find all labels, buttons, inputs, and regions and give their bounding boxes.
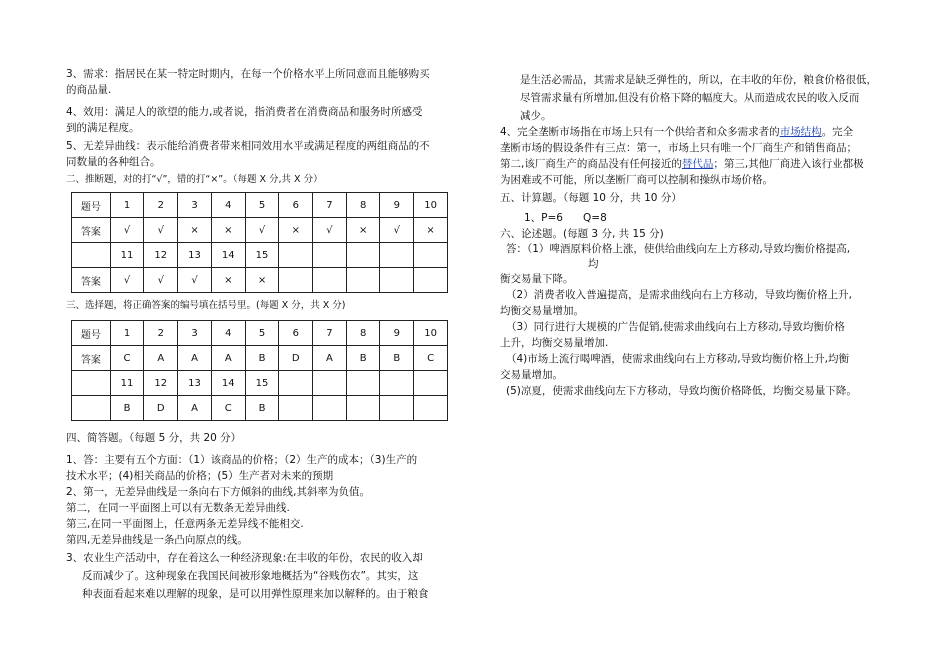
short-answer-4-text: 第二,该厂商生产的商品没有任何接近的 [500, 158, 682, 170]
table-cell: × [245, 268, 279, 293]
calc-answer: 1、P=6 Q=8 [524, 212, 607, 224]
short-answer-2-line-3: 第三,在同一平面图上，任意两条无差异线不能相交. [66, 518, 304, 530]
table-cell: B [380, 346, 414, 371]
table-cell [279, 268, 313, 293]
essay-answer-line-4: （2）消费者收入普遍提高，是需求曲线向右上方移动，导致均衡价格上升, [506, 289, 853, 301]
table-cell: × [211, 268, 245, 293]
table-cell: A [144, 346, 178, 371]
table-cell [72, 371, 111, 396]
table-cell: 11 [110, 371, 144, 396]
table-cell [313, 268, 347, 293]
table-cell [313, 243, 347, 268]
table-cell: A [178, 346, 212, 371]
short-answer-3-line-1: 3、农业生产活动中，存在着这么一种经济现象:在丰收的年份，农民的收入却 [66, 552, 423, 564]
essay-answer-line-5: 均衡交易量增加。 [500, 305, 584, 317]
table-cell [414, 371, 448, 396]
table-cell [279, 371, 313, 396]
table-cell: D [144, 396, 178, 421]
short-answer-4-line-1 [500, 124, 853, 140]
short-answer-4-text: 4、完全垄断市场指在市场上只有一个供给者和众多需求者的 [500, 126, 780, 138]
table-cell: A [211, 346, 245, 371]
short-answer-3-line-3: 种表面看起来难以理解的现象，是可以用弹性原理来加以解释的。由于粮食 [82, 588, 429, 600]
essay-answer-line-8: （4)市场上流行喝啤酒，使需求曲线向右上方移动,导致均衡价格上升,均衡 [506, 353, 849, 365]
calc-section-heading: 五、计算题。（每题 10 分，共 10 分） [500, 192, 682, 204]
essay-answer-line-1: 答：（1）啤酒原料价格上涨，使供给曲线向左上方移动,导致均衡价格提高, [506, 243, 851, 255]
table-cell: √ [144, 268, 178, 293]
table-cell: 8 [346, 193, 380, 218]
table-cell [313, 371, 347, 396]
table-row [72, 321, 448, 346]
short-answer-3-cont-line-2: 尽管需求量有所增加,但没有价格下降的幅度大。从而造成农民的收入反而 [520, 92, 860, 104]
table-cell: B [110, 396, 144, 421]
short-answer-1-line-1: 1、答：主要有五个方面：（1）该商品的价格；（2）生产的成本；（3)生产的 [66, 454, 418, 466]
short-answer-2-line-4: 第四,无差异曲线是一条凸向原点的线。 [66, 534, 248, 546]
essay-answer-line-3: 衡交易量下降。 [500, 273, 574, 285]
table-cell: 12 [144, 371, 178, 396]
table-cell: 1 [110, 193, 144, 218]
short-answer-1-line-2: 技术水平；(4)相关商品的价格；(5）生产者对未来的预期 [66, 470, 334, 482]
table-cell: 11 [110, 243, 144, 268]
table-cell: × [279, 218, 313, 243]
short-answer-4-line-4: 为困难或不可能，所以垄断厂商可以控制和操纵市场价格。 [500, 174, 773, 186]
table-cell: 10 [414, 321, 448, 346]
table-cell [72, 243, 111, 268]
short-answer-4-line-2: 垄断市场的假设条件有三点：第一，市场上只有唯一个厂商生产和销售商品； [500, 142, 857, 154]
table-row [72, 346, 448, 371]
essay-answer-line-9: 交易量增加。 [500, 369, 563, 381]
essay-answer-line-6: （3）同行进行大规模的广告促销,使需求曲线向右上方移动,导致均衡价格 [506, 321, 845, 333]
table-cell: √ [110, 268, 144, 293]
table-cell: × [346, 218, 380, 243]
table-cell [380, 396, 414, 421]
table-cell: × [414, 218, 448, 243]
table-cell: √ [313, 218, 347, 243]
table-cell: B [245, 396, 279, 421]
table-cell: 4 [211, 193, 245, 218]
substitute-goods-link[interactable]: 替代品 [681, 158, 714, 170]
table-cell [414, 243, 448, 268]
table-row [72, 371, 448, 396]
table-cell: 答案 [72, 268, 111, 293]
table-cell: 13 [178, 243, 212, 268]
table-cell [380, 243, 414, 268]
judge-answer-table [71, 192, 448, 293]
short-answer-3-cont-line-3: 减少。 [520, 110, 552, 122]
table-cell: √ [144, 218, 178, 243]
table-cell: 7 [313, 321, 347, 346]
table-cell: 8 [346, 321, 380, 346]
table-cell: A [178, 396, 212, 421]
table-cell: 答案 [72, 346, 111, 371]
essay-section-heading: 六、论述题。(每题 3 分, 共 15 分) [500, 228, 664, 240]
table-row [72, 243, 448, 268]
short-answer-2-line-2: 第二，在同一平面图上可以有无数条无差异曲线. [66, 502, 290, 514]
table-cell: 题号 [72, 321, 111, 346]
table-cell: × [211, 218, 245, 243]
table-cell: B [245, 346, 279, 371]
table-cell: 4 [211, 321, 245, 346]
table-cell [414, 396, 448, 421]
table-cell [313, 396, 347, 421]
short-answer-3-line-2: 反而减少了。这种现象在我国民间被形象地概括为“谷贱伤农”。其实，这 [82, 570, 419, 582]
essay-answer-line-2: 均 [588, 258, 599, 270]
utility-definition-line-1: 4、效用：满足人的欲望的能力,或者说，指消费者在消费商品和服务时所感受 [66, 106, 423, 118]
table-cell: 1 [110, 321, 144, 346]
table-cell: B [346, 346, 380, 371]
table-cell: 9 [380, 321, 414, 346]
table-row [72, 396, 448, 421]
table-cell: 15 [245, 371, 279, 396]
demand-definition-line-1: 3、需求：指居民在某一特定时期内，在每一个价格水平上所同意而且能够购买 [66, 68, 430, 80]
utility-definition-line-2: 到的满足程度。 [66, 122, 140, 134]
table-cell: 题号 [72, 193, 111, 218]
table-cell [72, 396, 111, 421]
indifference-definition-line-2: 同数量的各种组合。 [66, 156, 161, 168]
judge-section-heading: 二、推断题，对的打“√”，错的打“×”。（每题 X 分,共 X 分） [66, 174, 323, 185]
table-cell: √ [245, 218, 279, 243]
table-row [72, 218, 448, 243]
market-structure-link[interactable]: 市场结构 [779, 126, 822, 138]
table-row [72, 268, 448, 293]
essay-answer-line-7: 上升，均衡交易量增加. [500, 337, 609, 349]
table-cell [380, 268, 414, 293]
table-cell [414, 268, 448, 293]
short-answer-4-text: 。完全 [821, 126, 854, 138]
table-cell: 15 [245, 243, 279, 268]
table-cell: 13 [178, 371, 212, 396]
table-cell: 2 [144, 321, 178, 346]
table-cell: √ [380, 218, 414, 243]
short-answer-2-line-1: 2、第一，无差异曲线是一条向右下方倾斜的曲线,其斜率为负值。 [66, 486, 371, 498]
table-cell: C [211, 396, 245, 421]
table-cell: 6 [279, 193, 313, 218]
demand-definition-line-2: 的商品量. [66, 84, 112, 96]
table-cell [279, 396, 313, 421]
table-cell: 3 [178, 321, 212, 346]
table-cell: C [414, 346, 448, 371]
short-answer-3-cont-line-1: 是生活必需品，其需求是缺乏弹性的，所以，在丰收的年份，粮食价格很低， [520, 74, 877, 86]
table-cell: × [178, 218, 212, 243]
table-cell: C [110, 346, 144, 371]
table-cell [346, 396, 380, 421]
short-answer-4-text: ；第三,其他厂商进入该行业都极 [713, 158, 864, 170]
table-cell: 答案 [72, 218, 111, 243]
indifference-definition-line-1: 5、无差异曲线：表示能给消费者带来相同效用水平或满足程度的两组商品的不 [66, 140, 430, 152]
table-cell: √ [178, 268, 212, 293]
table-cell: 7 [313, 193, 347, 218]
table-cell: A [313, 346, 347, 371]
essay-answer-line-10: (5)凉夏，使需求曲线向左下方移动，导致均衡价格降低，均衡交易量下降。 [506, 385, 857, 397]
table-cell [380, 371, 414, 396]
table-cell: 5 [245, 321, 279, 346]
table-cell [346, 371, 380, 396]
short-answer-heading: 四、简答题。（每题 5 分，共 20 分） [66, 432, 242, 444]
choice-answer-table [71, 320, 448, 421]
table-cell: √ [110, 218, 144, 243]
table-cell: 14 [211, 243, 245, 268]
table-cell: 5 [245, 193, 279, 218]
table-cell: 3 [178, 193, 212, 218]
table-cell: D [279, 346, 313, 371]
table-cell: 10 [414, 193, 448, 218]
short-answer-4-line-3 [500, 156, 864, 172]
table-cell: 12 [144, 243, 178, 268]
table-cell [279, 243, 313, 268]
choice-section-heading: 三、选择题，将正确答案的编号填在括号里。(每题 X 分，共 X 分) [66, 300, 346, 311]
table-cell [346, 243, 380, 268]
table-cell: 6 [279, 321, 313, 346]
table-cell: 2 [144, 193, 178, 218]
table-cell: 14 [211, 371, 245, 396]
table-row [72, 193, 448, 218]
table-cell [346, 268, 380, 293]
table-cell: 9 [380, 193, 414, 218]
